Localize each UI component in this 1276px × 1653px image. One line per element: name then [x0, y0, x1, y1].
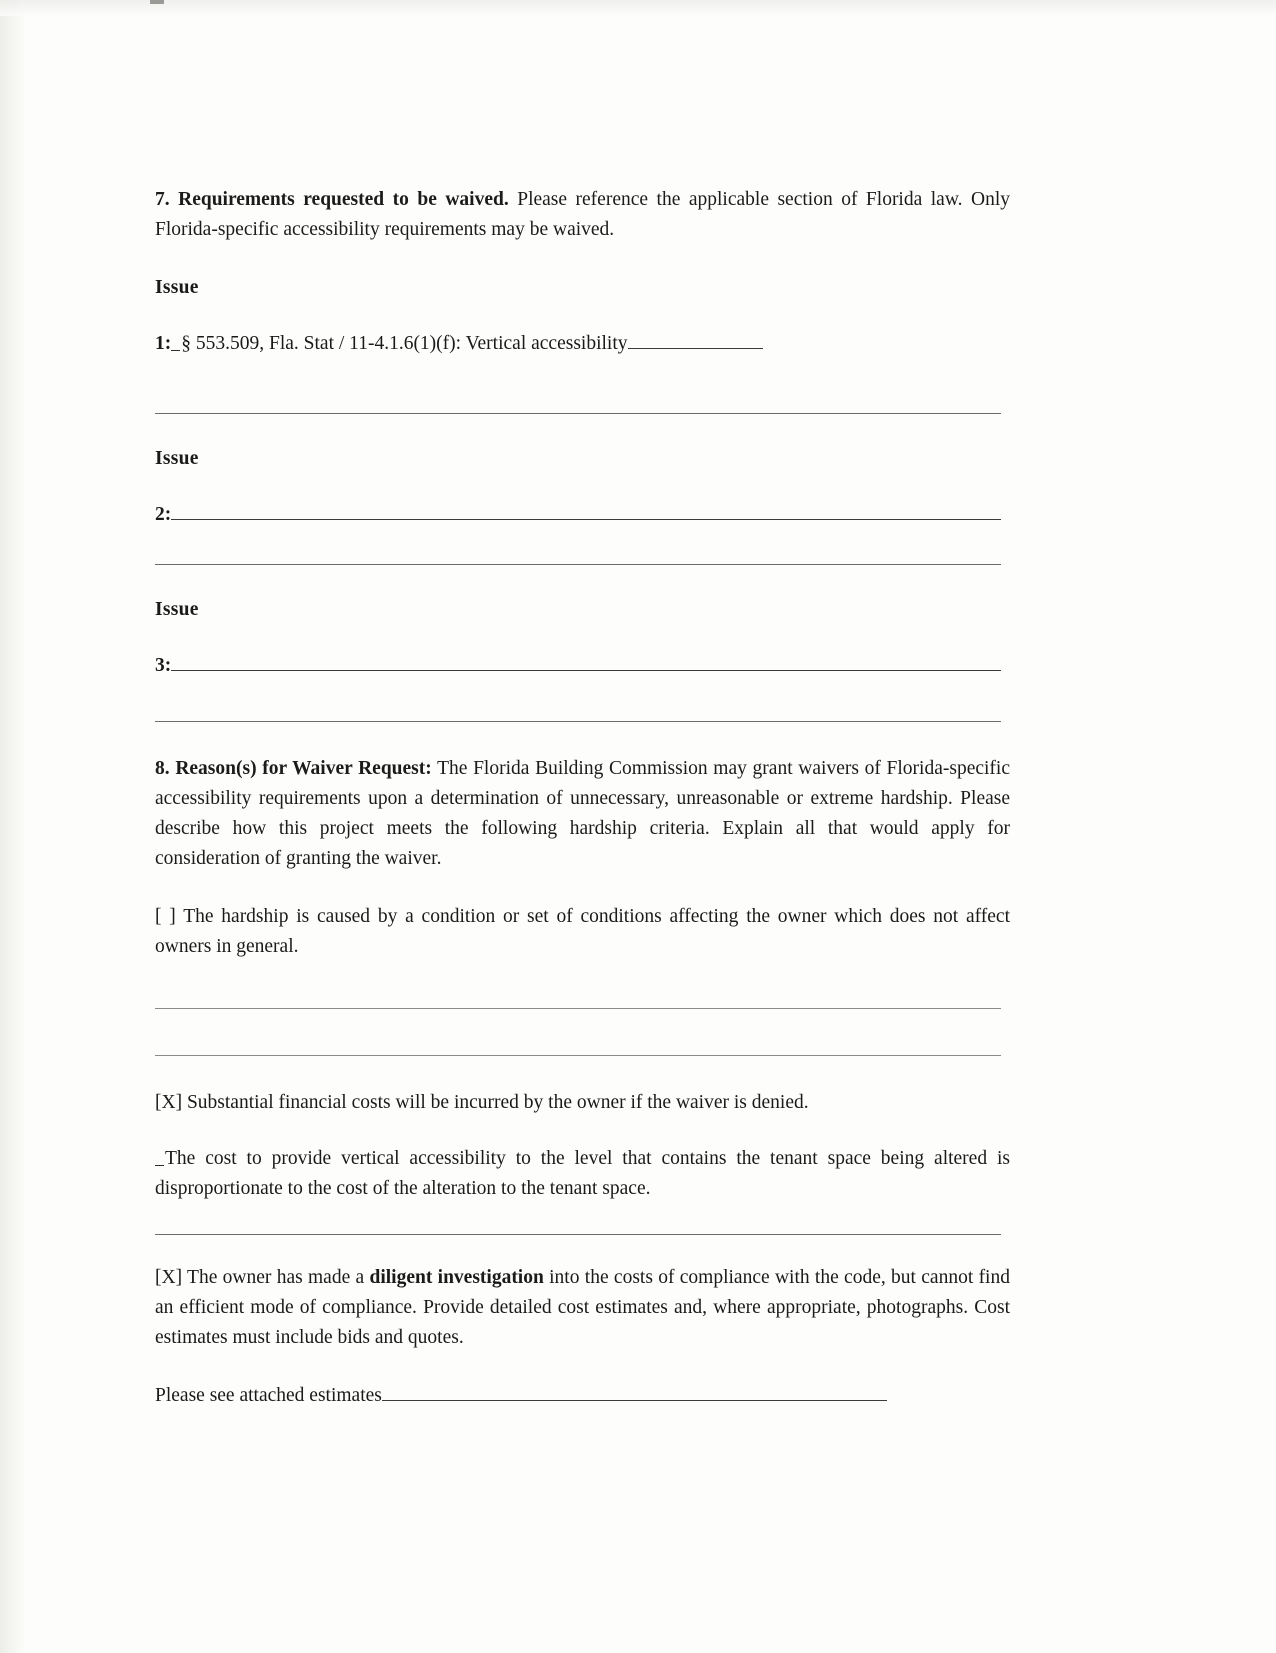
criterion-3-text-after: into the costs of compliance with the code, but cannot find an efficient mode of compliance. Provide detailed cost estimates and, where appropriate, photographs. Cost estimates must include bids and quotes. [155, 1267, 1010, 1348]
criterion-2-answer-leading-rule [155, 1151, 164, 1166]
issue-1-value: § 553.509, Fla. Stat / 11-4.1.6(1)(f): Vertical accessibility [181, 333, 628, 354]
issue-2-label: Issue [155, 448, 199, 469]
scan-edge-shadow-left [0, 0, 26, 1653]
issue-2-fill-line[interactable] [171, 502, 1001, 520]
scan-artifact-mark [150, 0, 164, 4]
criterion-1-text: The hardship is caused by a condition or set of conditions affecting the owner which does not affect owners in general. [155, 906, 1010, 957]
issue-3-number: 3: [155, 655, 172, 676]
issue-1-label: Issue [155, 277, 199, 298]
issue-3-row [155, 651, 1010, 681]
criterion-3-answer-text: Please see attached estimates [155, 1385, 382, 1406]
document-body [155, 185, 1010, 1411]
section-7-number: 7. [155, 189, 170, 210]
issue-1-number: 1: [155, 333, 172, 354]
criterion-2-checkbox[interactable]: [X] [155, 1092, 183, 1113]
criterion-3-bold-phrase: diligent investigation [369, 1267, 544, 1288]
section-8-paragraph [155, 754, 1010, 874]
criterion-2-answer-text: The cost to provide vertical accessibility to the level that contains the tenant space being altered is disproportionate to the cost of the alteration to the tenant space. [155, 1148, 1010, 1199]
scan-edge-shadow-top [0, 0, 1276, 16]
criterion-3-text-before: The owner has made a [182, 1267, 370, 1288]
issue-2-row [155, 500, 1010, 530]
criterion-3-checkbox[interactable]: [X] [155, 1267, 183, 1288]
criterion-3 [155, 1263, 1010, 1353]
criterion-2-answer [155, 1144, 1010, 1204]
section-7-text: Please reference the applicable section of Florida law. Only Florida-specific accessibility requirements may be waived. [155, 189, 1011, 240]
issue-2-number: 2: [155, 504, 172, 525]
criterion-3-answer-fill-line[interactable] [382, 1383, 887, 1401]
section-8-title: Reason(s) for Waiver Request: [175, 758, 432, 779]
issue-3-fill-line[interactable] [171, 653, 1001, 671]
criterion-1 [155, 902, 1010, 962]
criterion-2 [155, 1088, 1010, 1118]
issue-3-label: Issue [155, 599, 199, 620]
issue-1-row [155, 329, 1010, 359]
issue-1-leading-rule [171, 336, 180, 351]
section-7-title: Requirements requested to be waived. [178, 189, 509, 210]
criterion-3-answer [155, 1381, 1010, 1411]
criterion-1-checkbox[interactable]: [ ] [155, 906, 176, 927]
section-8-text: The Florida Building Commission may grant waivers of Florida-specific accessibility requirements upon a determination of unnecessary, unreasonable or extreme hardship. Please describe how this project meets the following hardship criteria. Explain all that would apply for consideration of granting the waiver. [155, 758, 1010, 869]
section-8-number: 8. [155, 758, 170, 779]
criterion-2-text: Substantial financial costs will be incurred by the owner if the waiver is denied. [182, 1092, 809, 1113]
section-7-paragraph [155, 185, 1010, 245]
issue-1-fill-line[interactable] [628, 331, 763, 349]
